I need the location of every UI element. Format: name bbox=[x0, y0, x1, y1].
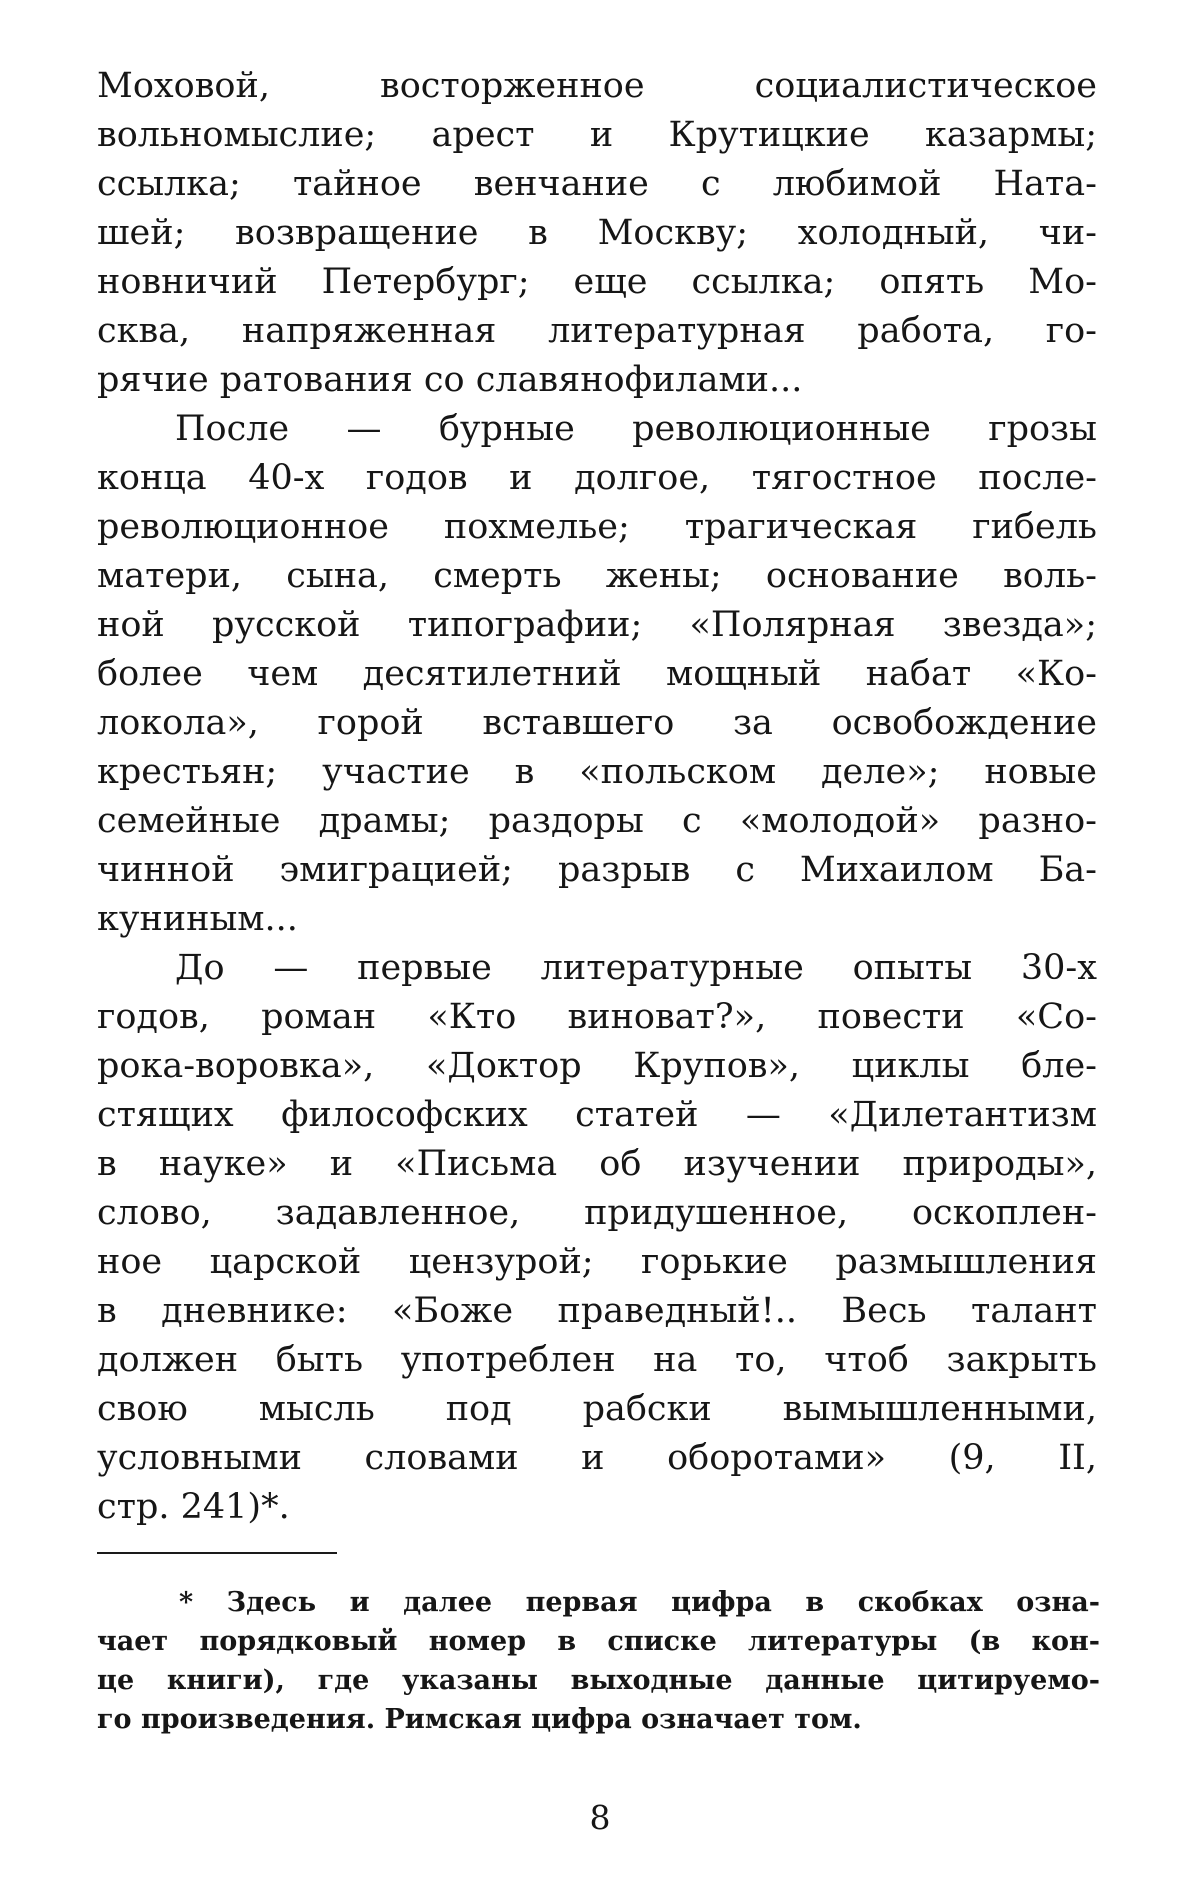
text-line: рока-воровка», «Доктор Крупов», циклы бле- bbox=[97, 1046, 1097, 1086]
text-line: матери, сына, смерть жены; основание воль- bbox=[97, 556, 1097, 596]
footnote-separator bbox=[97, 1552, 337, 1554]
paragraph-start-line: До — первые литературные опыты 30-х bbox=[175, 948, 1097, 988]
text-line: годов, роман «Кто виноват?», повести «Со- bbox=[97, 997, 1097, 1037]
text-line: шей; возвращение в Москву; холодный, чи- bbox=[97, 213, 1097, 253]
text-line: рячие ратования со славянофилами... bbox=[97, 360, 803, 400]
text-line: Моховой, восторженное социалистическое bbox=[97, 66, 1097, 106]
text-line: ное царской цензурой; горькие размышления bbox=[97, 1242, 1097, 1282]
footnote-line: чает порядковый номер в списке литературы (в кон- bbox=[97, 1626, 1100, 1657]
text-line: вольномыслие; арест и Крутицкие казармы; bbox=[97, 115, 1097, 155]
text-line: чинной эмиграцией; разрыв с Михаилом Ба- bbox=[97, 850, 1097, 890]
footnote-line: го произведения. Римская цифра означает том. bbox=[97, 1704, 862, 1735]
page-number: 8 bbox=[589, 1798, 611, 1837]
text-line: ссылка; тайное венчание с любимой Ната- bbox=[97, 164, 1097, 204]
text-line: куниным... bbox=[97, 899, 298, 939]
text-line: свою мысль под рабски вымышленными, bbox=[97, 1389, 1097, 1429]
text-line: конца 40-х годов и долгое, тягостное после- bbox=[97, 458, 1097, 498]
body-text bbox=[97, 62, 1097, 1532]
text-line: сква, напряженная литературная работа, го- bbox=[97, 311, 1097, 351]
footnote bbox=[97, 1583, 1100, 1739]
text-line: семейные драмы; раздоры с «молодой» разно- bbox=[97, 801, 1097, 841]
text-line: слово, задавленное, придушенное, оскоплен- bbox=[97, 1193, 1097, 1233]
footnote-line: це книги), где указаны выходные данные цитируемо- bbox=[97, 1665, 1100, 1696]
text-line: должен быть употреблен на то, чтоб закрыть bbox=[97, 1340, 1097, 1380]
text-line: ной русской типографии; «Полярная звезда»; bbox=[97, 605, 1097, 645]
text-line: стр. 241)*. bbox=[97, 1487, 290, 1527]
text-line: в дневнике: «Боже праведный!.. Весь талант bbox=[97, 1291, 1097, 1331]
paragraph-start-line: После — бурные революционные грозы bbox=[175, 409, 1097, 449]
text-line: локола», горой вставшего за освобождение bbox=[97, 703, 1097, 743]
text-line: более чем десятилетний мощный набат «Ко- bbox=[97, 654, 1097, 694]
text-line: крестьян; участие в «польском деле»; новые bbox=[97, 752, 1097, 792]
footnote-line: * Здесь и далее первая цифра в скобках озна- bbox=[179, 1587, 1100, 1618]
text-line: в науке» и «Письма об изучении природы», bbox=[97, 1144, 1097, 1184]
text-line: революционное похмелье; трагическая гибель bbox=[97, 507, 1097, 547]
text-line: стящих философских статей — «Дилетантизм bbox=[97, 1095, 1097, 1135]
text-line: условными словами и оборотами» (9, II, bbox=[97, 1438, 1097, 1478]
text-line: новничий Петербург; еще ссылка; опять Мо- bbox=[97, 262, 1097, 302]
